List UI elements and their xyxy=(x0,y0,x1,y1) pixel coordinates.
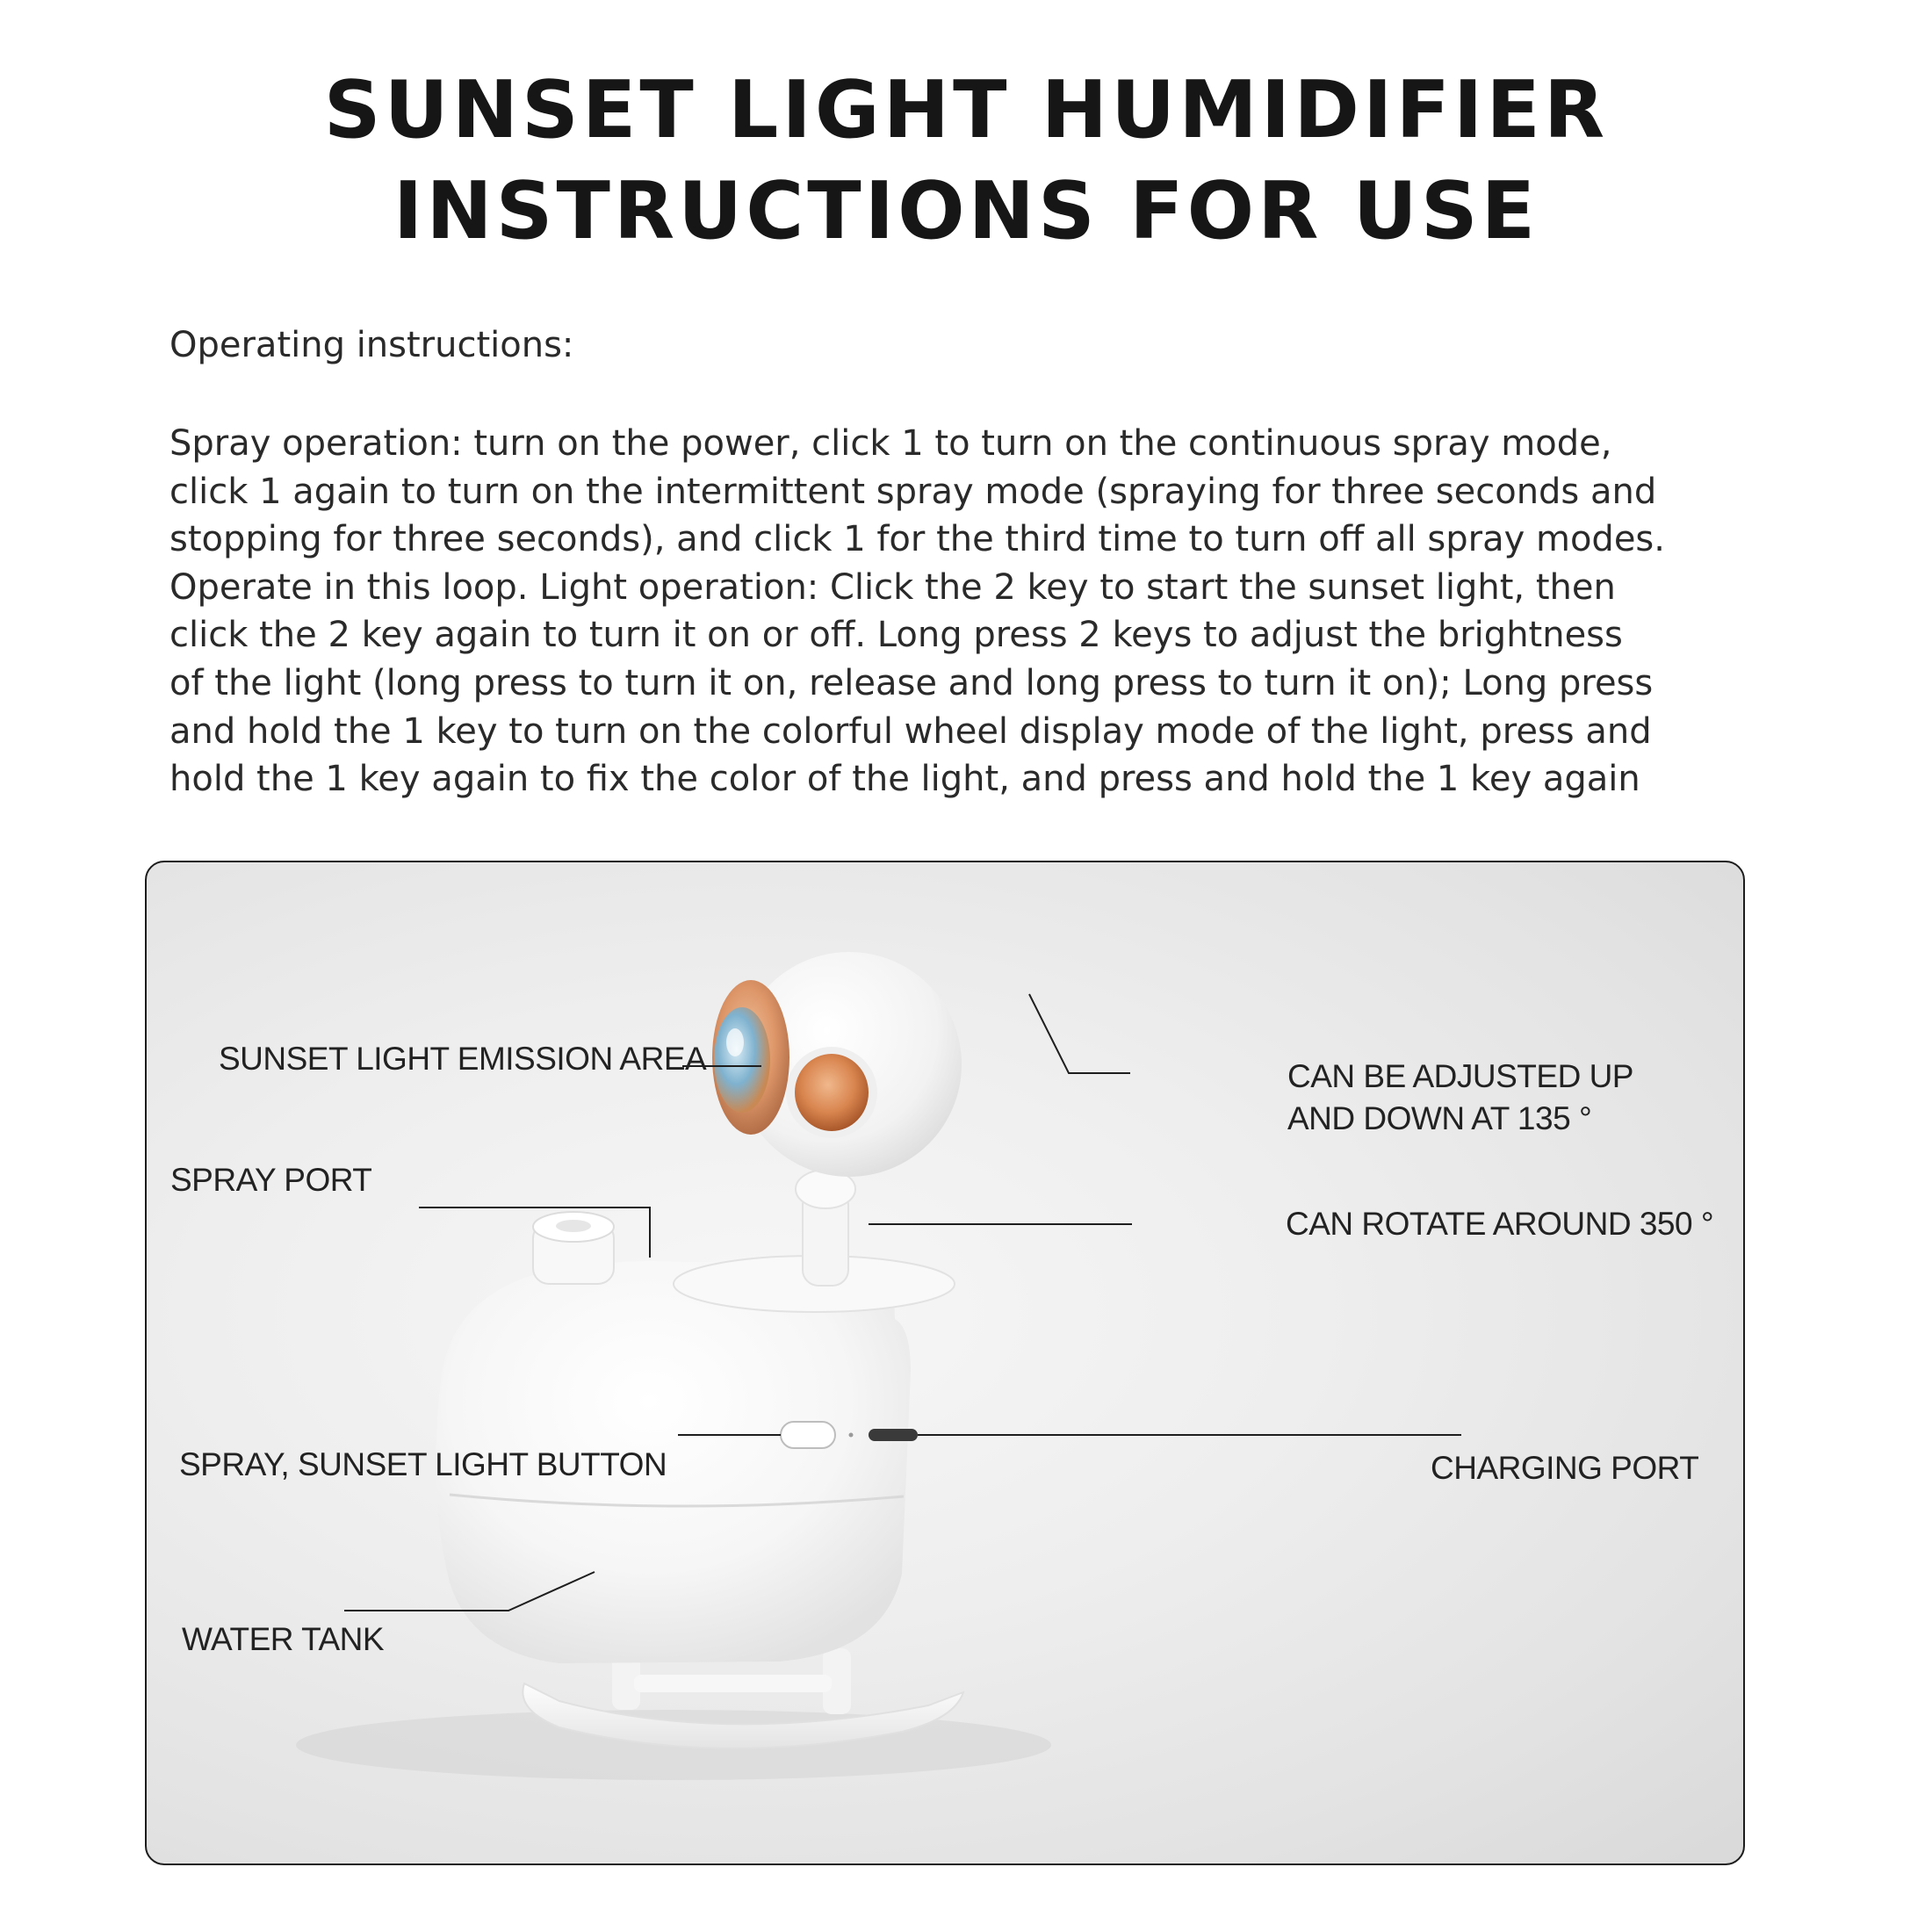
instructions-line: and hold the 1 key to turn on the colorful wheel display mode of the light, press and xyxy=(169,710,1652,752)
lamp-lens-copper-inner xyxy=(795,1054,869,1131)
label-spray-port: SPRAY PORT xyxy=(170,1162,372,1198)
instructions-line: click the 2 key again to turn it on or off. Long press 2 keys to adjust the brightness xyxy=(169,615,1623,656)
instructions-line: Operate in this loop. Light operation: Click the 2 key to start the sunset light, then xyxy=(169,566,1616,608)
instructions-heading: Operating instructions: xyxy=(169,325,574,365)
instructions-line: Spray operation: turn on the power, click 1 to turn on the continuous spray mode, xyxy=(169,423,1612,464)
lamp-lens-highlight xyxy=(726,1028,744,1056)
charging-port-slot xyxy=(869,1429,918,1441)
spray-light-button xyxy=(781,1422,835,1448)
leader-adjust xyxy=(1029,994,1130,1073)
indicator-dot xyxy=(849,1433,854,1438)
label-rotate: CAN ROTATE AROUND 350 ° xyxy=(1286,1206,1714,1242)
title-line-1: SUNSET LIGHT HUMIDIFIER xyxy=(323,64,1609,156)
instructions-body xyxy=(169,420,1759,804)
spray-port-hole xyxy=(556,1220,591,1232)
label-button: SPRAY, SUNSET LIGHT BUTTON xyxy=(179,1446,667,1482)
page-title xyxy=(0,60,1932,262)
title-line-2: INSTRUCTIONS FOR USE xyxy=(393,165,1539,257)
label-emission-area: SUNSET LIGHT EMISSION AREA xyxy=(219,1041,707,1077)
instructions-line: click 1 again to turn on the intermittent spray mode (spraying for three seconds and xyxy=(169,471,1657,512)
label-adjust-line-1: CAN BE ADJUSTED UP xyxy=(1287,1058,1633,1094)
label-charging-port: CHARGING PORT xyxy=(1431,1450,1699,1486)
label-adjust-line-2: AND DOWN AT 135 ° xyxy=(1287,1100,1592,1136)
instructions-line: hold the 1 key again to fix the color of the light, and press and hold the 1 key again xyxy=(169,759,1640,800)
label-adjust-angle xyxy=(1287,1056,1633,1140)
lamp-lens-front xyxy=(714,1007,770,1113)
label-water-tank: WATER TANK xyxy=(182,1621,385,1657)
base-bar xyxy=(634,1675,832,1692)
instructions-line: of the light (long press to turn it on, release and long press to turn it on); Long press xyxy=(169,662,1654,703)
product-diagram-panel xyxy=(145,861,1745,1865)
instructions-line: stopping for three seconds), and click 1 for the third time to turn off all spray modes. xyxy=(169,519,1665,560)
humidifier-illustration-icon xyxy=(147,862,1743,1864)
